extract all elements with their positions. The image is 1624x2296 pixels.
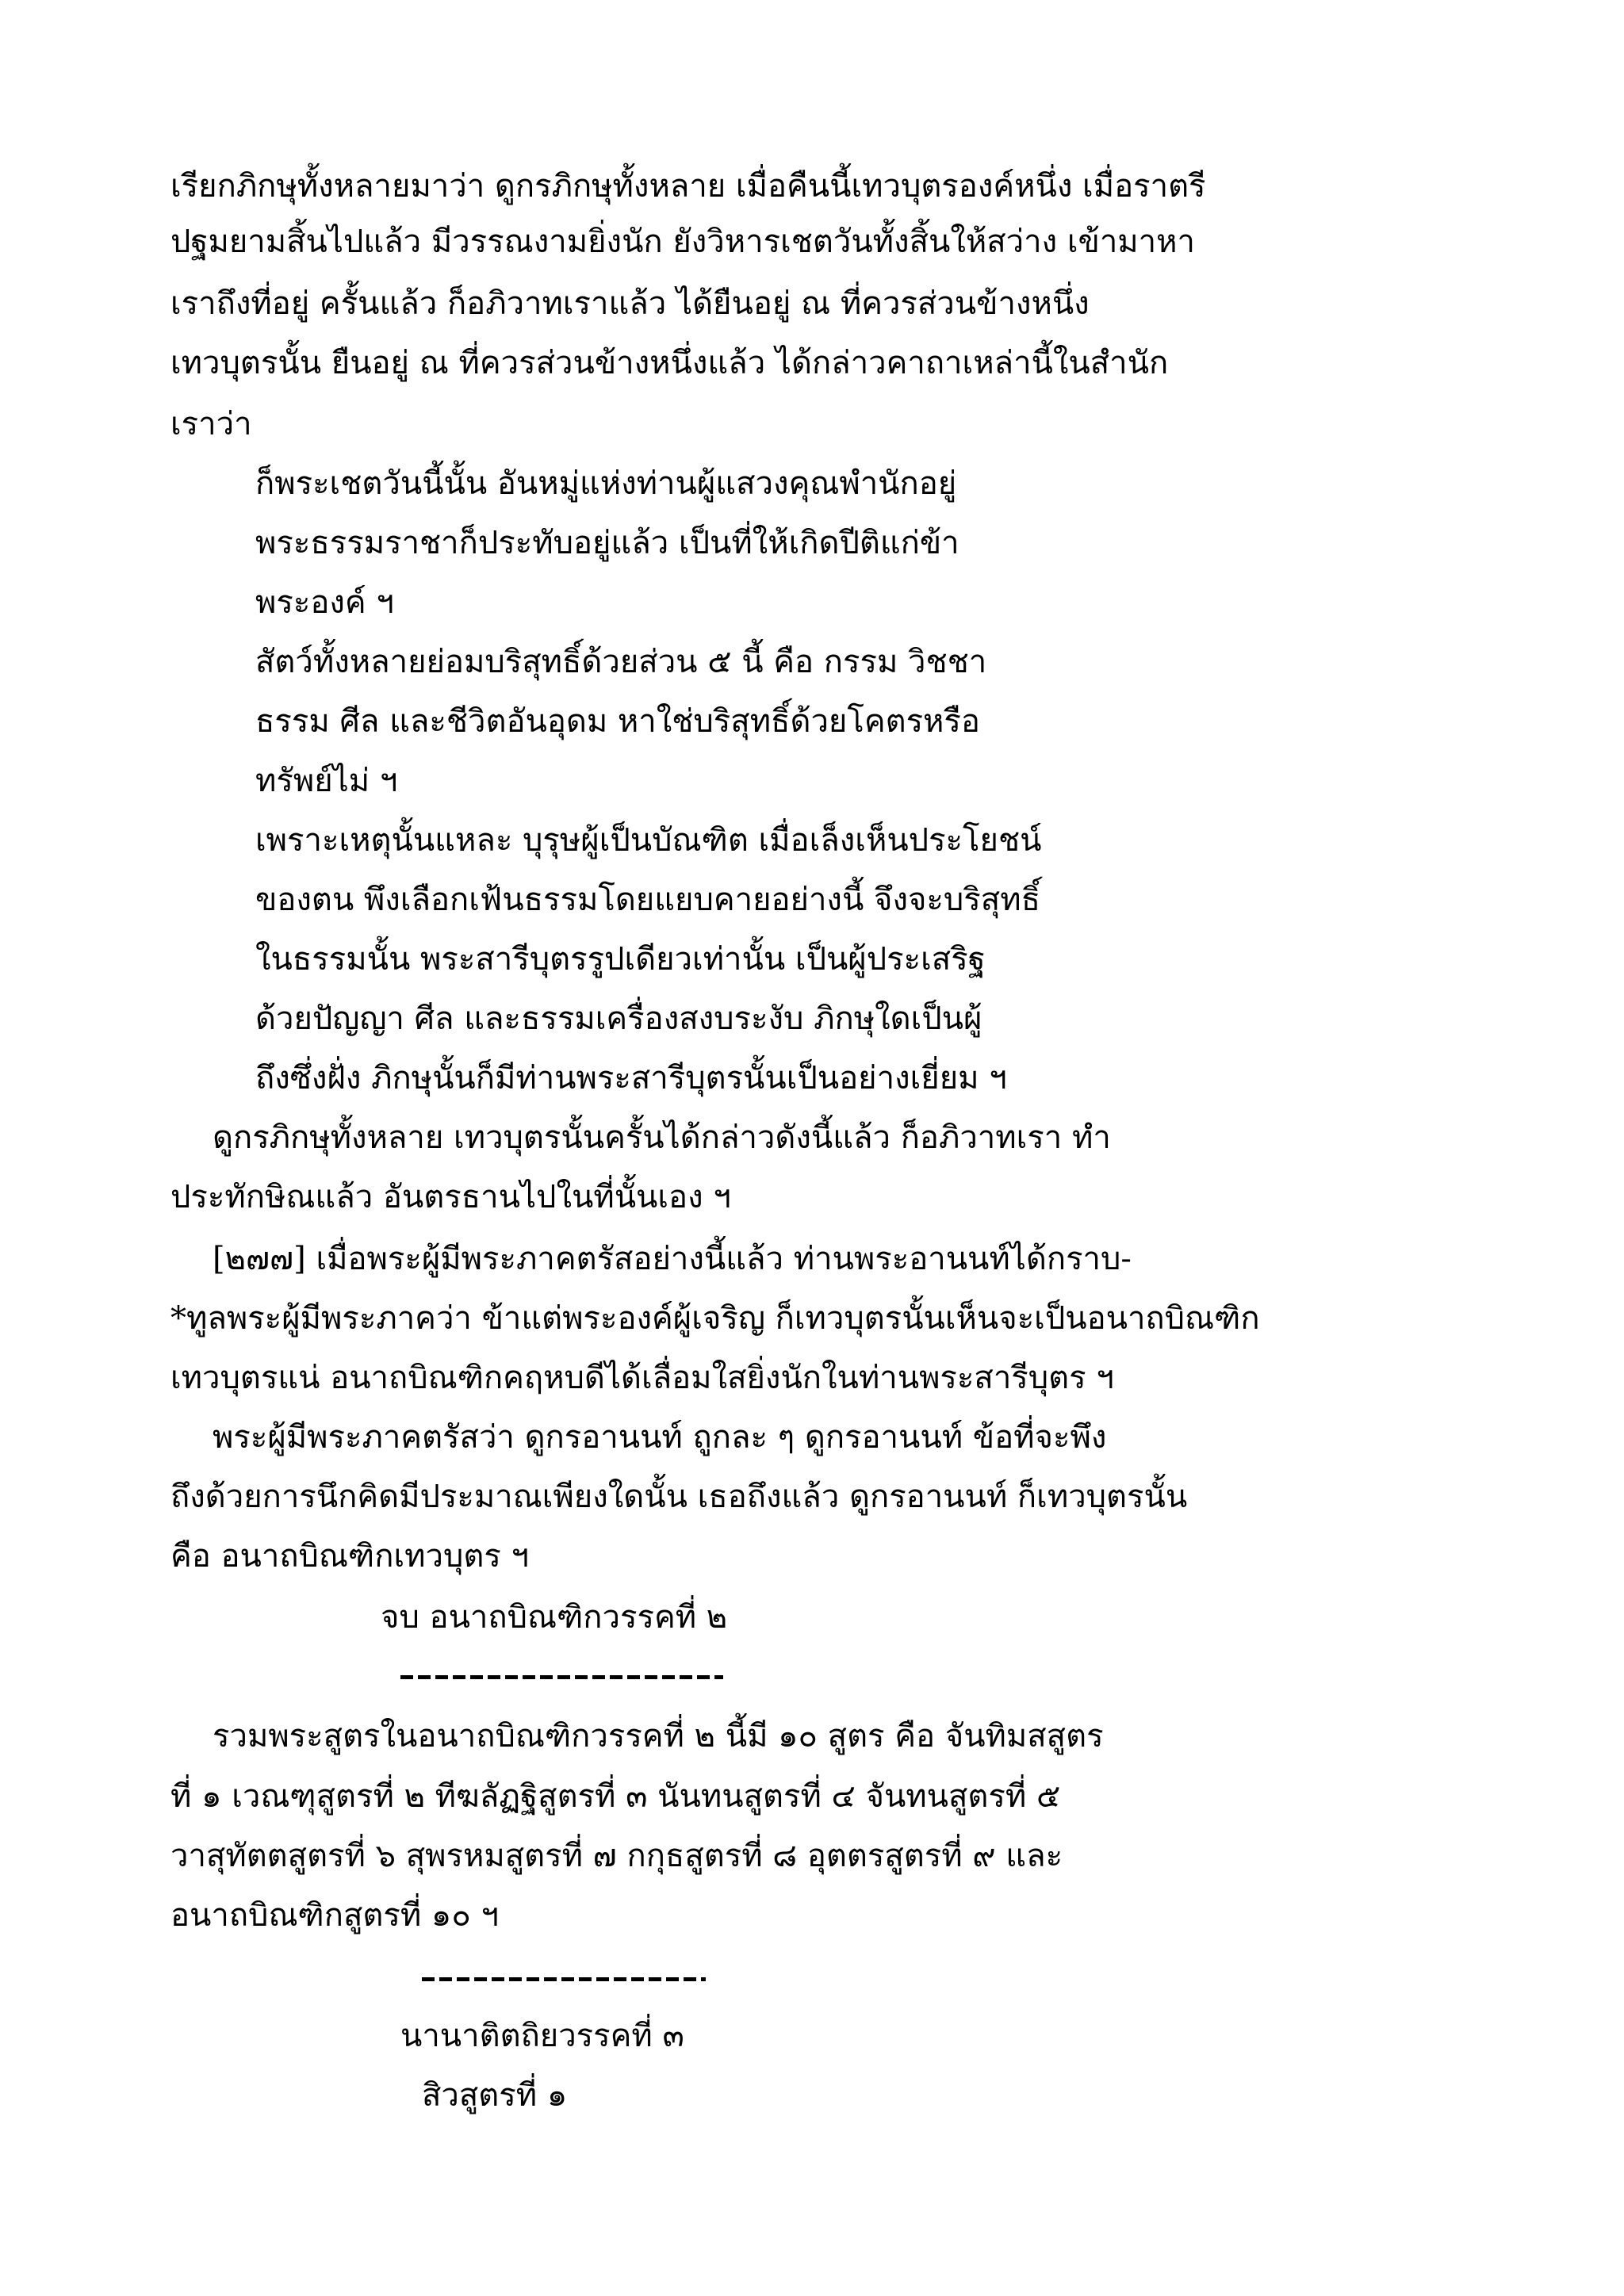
verse-line: ในธรรมนั้น พระสารีบุตรรูปเดียวเท่านั้น เป็นผู้ประเสริฐ	[255, 941, 986, 978]
paragraph-1-line: เทวบุตรนั้น ยืนอยู่ ณ ที่ควรส่วนข้างหนึ่งแล้ว ได้กล่าวคาถาเหล่านี้ในสำนัก	[170, 345, 1169, 381]
verse-line: ของตน พึงเลือกเฟ้นธรรมโดยแยบคายอย่างนี้ จึงจะบริสุทธิ์	[255, 882, 1040, 918]
paragraph-3-line: [๒๗๗] เมื่อพระผู้มีพระภาคตรัสอย่างนี้แล้ว ท่านพระอานนท์ได้กราบ-	[213, 1241, 1132, 1277]
verse-line: ธรรม ศีล และชีวิตอันอุดม หาใช่บริสุทธิ์ด้วยโคตรหรือ	[255, 703, 980, 740]
paragraph-3-line: *ทูลพระผู้มีพระภาคว่า ข้าแต่พระองค์ผู้เจริญ ก็เทวบุตรนั้นเห็นจะเป็นอนาถบิณฑิก	[170, 1300, 1260, 1337]
paragraph-1-line: เรียกภิกษุทั้งหลายมาว่า ดูกรภิกษุทั้งหลาย เมื่อคืนนี้เทวบุตรองค์หนึ่ง เมื่อราตรี	[170, 168, 1206, 205]
paragraph-1-line: ปฐมยามสิ้นไปแล้ว มีวรรณงามยิ่งนัก ยังวิหารเชตวันทั้งสิ้นให้สว่าง เข้ามาหา	[170, 224, 1195, 260]
verse-line: สัตว์ทั้งหลายย่อมบริสุทธิ์ด้วยส่วน ๕ นี้ คือ กรรม วิชชา	[255, 644, 987, 680]
next-chapter-heading: นานาติตถิยวรรคที่ ๓	[400, 2018, 684, 2054]
summary-line: อนาถบิณฑิกสูตรที่ ๑๐ ฯ	[170, 1897, 499, 1934]
paragraph-1-line: เราถึงที่อยู่ ครั้นแล้ว ก็อภิวาทเราแล้ว ได้ยืนอยู่ ณ ที่ควรส่วนข้างหนึ่ง	[170, 285, 1090, 322]
paragraph-2-line: ดูกรภิกษุทั้งหลาย เทวบุตรนั้นครั้นได้กล่าวดังนี้แล้ว ก็อภิวาทเรา ทำ	[213, 1119, 1111, 1156]
paragraph-4-line: พระผู้มีพระภาคตรัสว่า ดูกรอานนท์ ถูกละ ๆ ดูกรอานนท์ ข้อที่จะพึง	[213, 1419, 1107, 1456]
summary-line: ที่ ๑ เวณฑุสูตรที่ ๒ ทีฆลัฏฐิสูตรที่ ๓ นันทนสูตรที่ ๔ จันทนสูตรที่ ๕	[170, 1778, 1061, 1815]
summary-line: วาสุทัตตสูตรที่ ๖ สุพรหมสูตรที่ ๗ กกุธสูตรที่ ๘ อุตตรสูตรที่ ๙ และ	[170, 1838, 1063, 1874]
paragraph-4-line: ถึงด้วยการนึกคิดมีประมาณเพียงใดนั้น เธอถึงแล้ว ดูกรอานนท์ ก็เทวบุตรนั้น	[170, 1479, 1188, 1515]
verse-line: พระธรรมราชาก็ประทับอยู่แล้ว เป็นที่ให้เกิดปีติแก่ข้า	[255, 525, 959, 561]
verse-line: ด้วยปัญญา ศีล และธรรมเครื่องสงบระงับ ภิกษุใดเป็นผู้	[255, 1001, 982, 1037]
verse-line: ก็พระเชตวันนี้นั้น อันหมู่แห่งท่านผู้แสวงคุณพำนักอยู่	[255, 465, 957, 502]
summary-line: รวมพระสูตรในอนาถบิณฑิกวรรคที่ ๒ นี้มี ๑๐ สูตร คือ จันทิมสสูตร	[213, 1718, 1104, 1755]
verse-line: เพราะเหตุนั้นแหละ บุรุษผู้เป็นบัณฑิต เมื่อเล็งเห็นประโยชน์	[255, 822, 1042, 859]
chapter-end-heading: จบ อนาถบิณฑิกวรรคที่ ๒	[381, 1599, 728, 1636]
paragraph-3-line: เทวบุตรแน่ อนาถบิณฑิกคฤหบดีได้เลื่อมใสยิ่งนักในท่านพระสารีบุตร ฯ	[170, 1360, 1114, 1396]
paragraph-1-line: เราว่า	[170, 406, 252, 442]
verse-line: พระองค์ ฯ	[255, 584, 394, 621]
verse-line: ทรัพย์ไม่ ฯ	[255, 763, 398, 799]
paragraph-4-line: คือ อนาถบิณฑิกเทวบุตร ฯ	[170, 1538, 529, 1575]
next-sutta-heading: สิวสูตรที่ ๑	[422, 2077, 568, 2114]
paragraph-2-line: ประทักษิณแล้ว อันตรธานไปในที่นั้นเอง ฯ	[170, 1179, 731, 1215]
verse-line: ถึงซึ่งฝั่ง ภิกษุนั้นก็มีท่านพระสารีบุตรนั้นเป็นอย่างเยี่ยม ฯ	[255, 1060, 1007, 1096]
